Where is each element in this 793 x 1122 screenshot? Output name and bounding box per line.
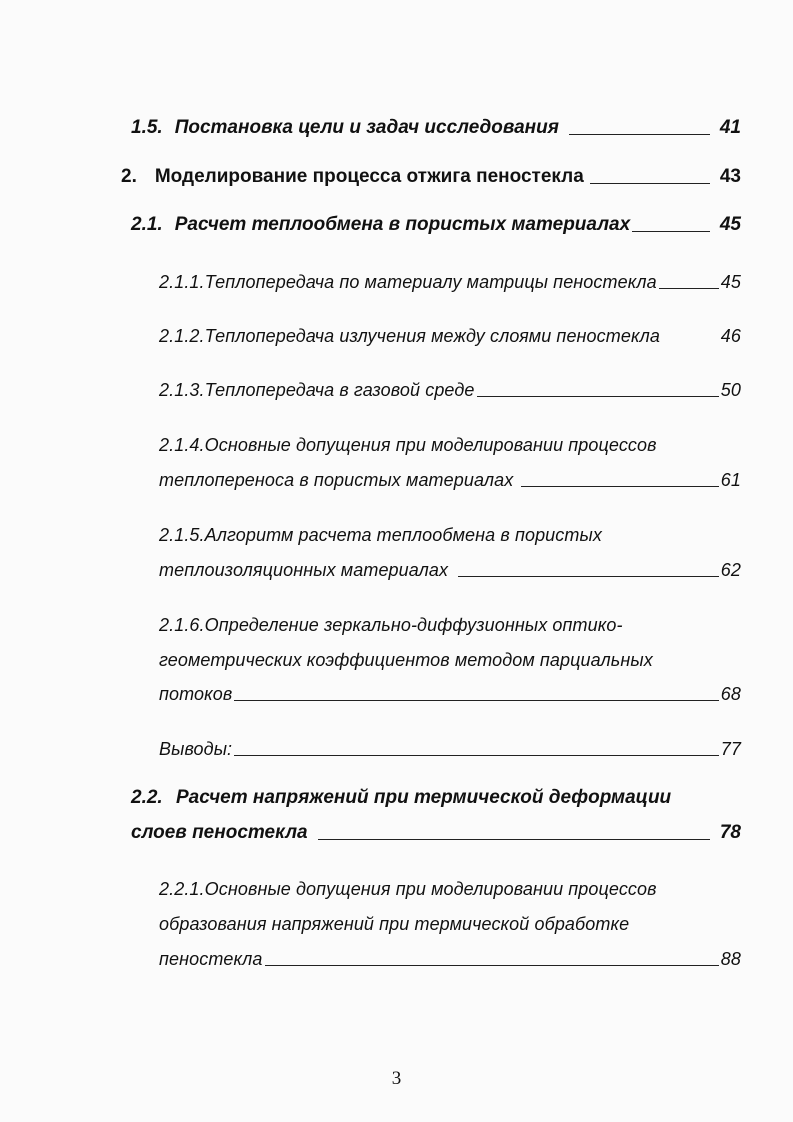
leader-line xyxy=(662,342,719,343)
toc-number: 2.2. xyxy=(131,787,163,808)
toc-title: теплопереноса в пористых материалах xyxy=(159,470,514,490)
toc-entry-2-2-1-line1[interactable]: 2.2.1.Основные допущения при моделировании процессов xyxy=(159,879,657,899)
toc-page: 77 xyxy=(720,739,741,759)
toc-entry-1-5[interactable] xyxy=(131,117,741,139)
toc-title: Расчет напряжений при термической деформации xyxy=(175,787,672,808)
toc-entry-2-1[interactable] xyxy=(131,214,741,236)
toc-page: 62 xyxy=(720,560,741,580)
leader-line xyxy=(234,700,718,701)
toc-title: потоков xyxy=(159,684,233,704)
leader-line xyxy=(477,396,719,397)
toc-number: 1.5. xyxy=(131,117,163,138)
leader-line xyxy=(521,486,718,487)
toc-title: пеностекла xyxy=(159,949,263,969)
page-number: 3 xyxy=(391,1068,402,1089)
toc-entry-2-1-6[interactable] xyxy=(159,684,741,705)
toc-title: 2.1.2.Теплопередача излучения между слоями пеностекла xyxy=(159,326,660,346)
toc-entry-2-1-2[interactable] xyxy=(159,326,741,347)
toc-title: Постановка цели и задач исследования xyxy=(174,117,559,138)
toc-entry-2-2-1-line2[interactable]: образования напряжений при термической обработке xyxy=(159,914,630,934)
toc-entry-2-1-3[interactable] xyxy=(159,380,741,401)
toc-title: Моделирование процесса отжига пеностекла xyxy=(154,166,584,187)
toc-page: 68 xyxy=(720,684,741,704)
leader-line xyxy=(632,231,710,232)
toc-entry-2-1-6-line1[interactable]: 2.1.6.Определение зеркально-диффузионных оптико- xyxy=(159,615,623,635)
toc-entry-2-1-5-line1[interactable]: 2.1.5.Алгоритм расчета теплообмена в пористых xyxy=(159,525,602,545)
toc-title: Расчет теплообмена в пористых материалах xyxy=(174,214,631,235)
toc-entry-2-1-5[interactable] xyxy=(159,560,741,581)
toc-page: 46 xyxy=(720,326,741,346)
leader-line xyxy=(318,839,710,840)
leader-line xyxy=(458,576,719,577)
toc-page: 45 xyxy=(720,272,741,292)
toc-entry-vyvody[interactable] xyxy=(159,739,741,760)
toc-page: 43 xyxy=(719,166,741,187)
toc-page: 61 xyxy=(720,470,741,490)
toc-entry-2-1-4-line1[interactable]: 2.1.4.Основные допущения при моделировании процессов xyxy=(159,435,657,455)
toc-page: 88 xyxy=(720,949,741,969)
toc-entry-2-2-line1[interactable] xyxy=(131,787,671,809)
leader-line xyxy=(569,134,710,135)
toc-title: слоев пеностекла xyxy=(131,822,308,843)
toc-entry-2-1-6-line2[interactable]: геометрических коэффициентов методом парциальных xyxy=(159,650,653,670)
toc-number: 2. xyxy=(121,166,137,187)
toc-entry-2-2[interactable] xyxy=(131,822,741,844)
toc-title: теплоизоляционных материалах xyxy=(159,560,449,580)
toc-page: 41 xyxy=(719,117,741,138)
toc-title: 2.1.1.Теплопередача по материалу матрицы пеностекла xyxy=(159,272,657,292)
leader-line xyxy=(234,755,719,756)
toc-number: 2.1. xyxy=(131,214,163,235)
toc-page: 50 xyxy=(720,380,741,400)
toc-page: 78 xyxy=(719,822,741,843)
toc-entry-2-1-1[interactable] xyxy=(159,272,741,293)
leader-line xyxy=(659,288,719,289)
toc-entry-2-1-4[interactable] xyxy=(159,470,741,491)
toc-entry-2-2-1[interactable] xyxy=(159,949,741,970)
toc-title: 2.1.3.Теплопередача в газовой среде xyxy=(159,380,475,400)
toc-page: 45 xyxy=(719,214,741,235)
toc-entry-2[interactable] xyxy=(121,166,741,188)
leader-line xyxy=(590,183,710,184)
leader-line xyxy=(265,965,719,966)
toc-title: Выводы: xyxy=(159,739,233,759)
